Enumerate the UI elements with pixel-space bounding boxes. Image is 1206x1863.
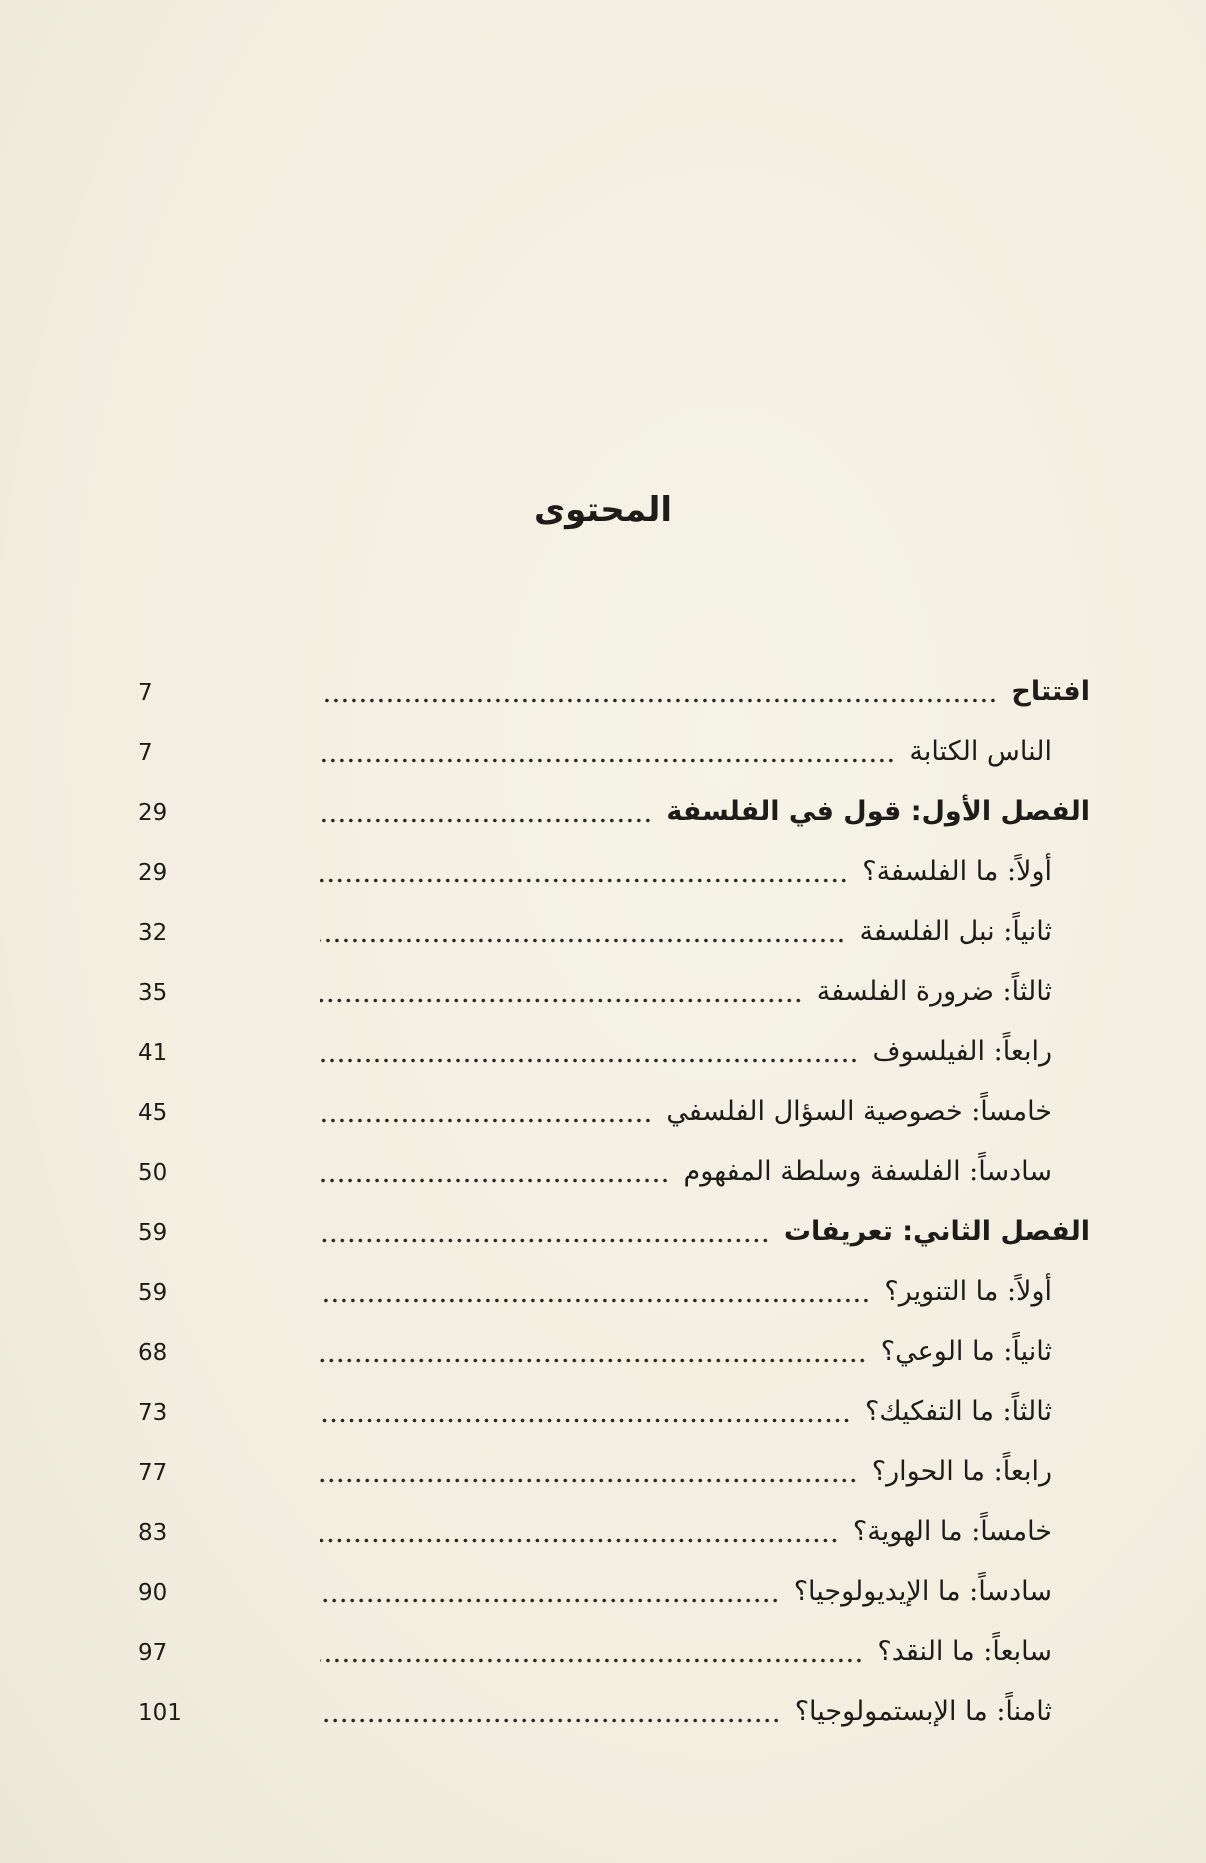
toc-label: افتتاح: [1011, 676, 1090, 707]
toc-label: رابعاً: ما الحوار؟: [871, 1456, 1052, 1487]
toc-entry: [130, 1022, 1090, 1082]
dot-leader: [320, 662, 997, 722]
dot-leader: [320, 842, 848, 902]
toc-label: ثالثاً: ضرورة الفلسفة: [816, 976, 1052, 1007]
toc-label: الفصل الأول: قول في الفلسفة: [666, 796, 1090, 827]
toc-page-number: 7: [138, 680, 153, 706]
toc-label: ثانياً: ما الوعي؟: [880, 1336, 1052, 1367]
toc-label: سادساً: الفلسفة وسلطة المفهوم: [683, 1156, 1052, 1187]
toc-entry: [130, 1622, 1090, 1682]
toc-label: ثانياً: نبل الفلسفة: [859, 916, 1052, 947]
toc-entry: [130, 1082, 1090, 1142]
toc-label: سابعاً: ما النقد؟: [877, 1636, 1052, 1667]
table-of-contents: [130, 662, 1090, 1742]
toc-entry: [130, 662, 1090, 722]
toc-page-number: 77: [138, 1460, 168, 1486]
dot-leader: [320, 1502, 839, 1562]
dot-leader: [320, 1322, 867, 1382]
page-title: المحتوى: [533, 490, 673, 530]
toc-entry: [130, 1442, 1090, 1502]
toc-label: ثامناً: ما الإبستمولوجيا؟: [794, 1696, 1052, 1727]
toc-entry: [130, 782, 1090, 842]
toc-label: خامساً: خصوصية السؤال الفلسفي: [666, 1096, 1052, 1127]
dot-leader: [320, 1562, 780, 1622]
toc-page-number: 45: [138, 1100, 168, 1126]
dot-leader: [320, 1082, 652, 1142]
dot-leader: [320, 1442, 858, 1502]
toc-page-number: 41: [138, 1040, 168, 1066]
toc-entry: [130, 962, 1090, 1022]
toc-page-number: 101: [138, 1700, 182, 1726]
toc-entry: [130, 902, 1090, 962]
toc-label: سادساً: ما الإيديولوجيا؟: [793, 1576, 1052, 1607]
toc-page-number: 50: [138, 1160, 168, 1186]
dot-leader: [320, 1382, 851, 1442]
dot-leader: [320, 1622, 863, 1682]
dot-leader: [320, 902, 845, 962]
toc-page-number: 97: [138, 1640, 168, 1666]
toc-entry: [130, 1382, 1090, 1442]
toc-label: خامساً: ما الهوية؟: [852, 1516, 1052, 1547]
toc-page-number: 59: [138, 1280, 168, 1306]
toc-label: الفصل الثاني: تعريفات: [783, 1216, 1090, 1247]
dot-leader: [320, 722, 895, 782]
toc-entry: [130, 1262, 1090, 1322]
dot-leader: [320, 1682, 781, 1742]
toc-entry: [130, 1562, 1090, 1622]
toc-label: رابعاً: الفيلسوف: [872, 1036, 1052, 1067]
dot-leader: [320, 1262, 870, 1322]
toc-entry: [130, 1142, 1090, 1202]
dot-leader: [320, 962, 803, 1022]
toc-label: أولاً: ما الفلسفة؟: [862, 856, 1052, 887]
dot-leader: [320, 1202, 770, 1262]
toc-label: ثالثاً: ما التفكيك؟: [865, 1396, 1052, 1427]
toc-entry: [130, 1502, 1090, 1562]
toc-page-number: 68: [138, 1340, 168, 1366]
toc-entry: [130, 842, 1090, 902]
dot-leader: [320, 782, 652, 842]
toc-entry: [130, 1322, 1090, 1382]
toc-entry: [130, 1682, 1090, 1742]
toc-page-number: 29: [138, 800, 168, 826]
toc-page-number: 29: [138, 860, 168, 886]
toc-label: الناس الكتابة: [909, 736, 1052, 767]
toc-page-number: 35: [138, 980, 168, 1006]
toc-label: أولاً: ما التنوير؟: [884, 1276, 1052, 1307]
toc-page-number: 73: [138, 1400, 168, 1426]
toc-page-number: 90: [138, 1580, 168, 1606]
toc-entry: [130, 722, 1090, 782]
toc-entry: [130, 1202, 1090, 1262]
toc-page-number: 32: [138, 920, 168, 946]
dot-leader: [320, 1142, 670, 1202]
toc-page-number: 59: [138, 1220, 168, 1246]
toc-page-number: 7: [138, 740, 153, 766]
toc-page-number: 83: [138, 1520, 168, 1546]
dot-leader: [320, 1022, 859, 1082]
